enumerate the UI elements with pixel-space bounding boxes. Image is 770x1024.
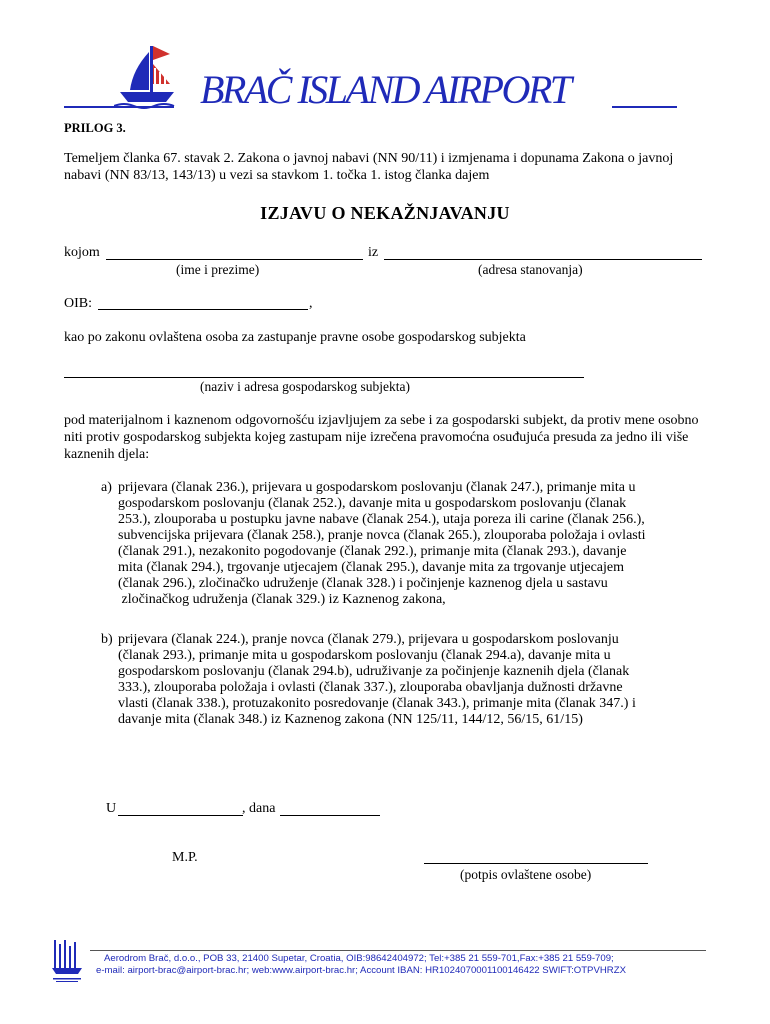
list-item-a	[118, 480, 718, 608]
header-rule-right	[612, 106, 677, 108]
place-input-line[interactable]	[118, 815, 243, 816]
list-item-a-line: gospodarskom poslovanju (članak 252.), davanje mita u gospodarskom poslovanju (članak	[118, 496, 627, 511]
list-item-b-line: prijevara (članak 224.), pranje novca (članak 279.), prijevara u gospodarskom poslovanju	[118, 632, 619, 647]
list-item-b	[118, 632, 718, 728]
airport-small-logo-icon	[50, 938, 84, 984]
place-label: U	[106, 801, 117, 816]
oib-input-line[interactable]	[98, 309, 308, 310]
list-item-a-line: zločinačkog udruženja (članak 329.) iz Kaznenog zakona,	[118, 592, 446, 607]
list-item-b-line: 333.), zlouporaba položaja i ovlasti (članak 337.), zlouporaba obavljanja dužnosti državne	[118, 680, 623, 695]
list-item-b-line: gospodarskom poslovanju (članak 294.b), udruživanje za počinjenje kaznenih djela (članak	[118, 664, 630, 679]
list-item-a-line: (članak 291.), nezakonito pogodovanje (članak 292.), primanje mita (članak 293.), davanje	[118, 544, 627, 559]
declaration-paragraph: pod materijalnom i kaznenom odgovornošću izjavljujem za sebe i za gospodarski subjekt, da protiv mene osobno niti protiv gospodarskog subjekta kojeg zastupam nije izrečena pravomoćna osuđujuća presuda za jedno ili više kaznenih djela:	[64, 413, 699, 462]
oib-label: OIB:	[64, 296, 92, 311]
footer-address: Aerodrom Brač, d.o.o., POB 33, 21400 Supetar, Croatia, OIB:98642404972; Tel:+385 21 559-701,Fax:+385 21 559-709;	[104, 953, 614, 964]
list-item-a-line: prijevara (članak 236.), prijevara u gospodarskom poslovanju (članak 247.), primanje mita u	[118, 480, 636, 495]
list-item-a-line: 253.), zlouporaba u postupku javne nabave (članak 254.), utaja poreza ili carine (članak 256.),	[118, 512, 645, 527]
list-item-a-line: (članak 296.), zločinačko udruženje (članak 328.) i počinjenje kaznenog djela u sastavu	[118, 576, 608, 591]
iz-label: iz	[368, 245, 379, 260]
date-input-line[interactable]	[280, 815, 380, 816]
kojom-label: kojom	[64, 245, 100, 260]
footer-rule	[90, 950, 706, 951]
list-item-a-line: mita (članak 294.), trgovanje utjecajem (članak 295.), davanje mita za trgovanje utjecajem	[118, 560, 624, 575]
list-marker-a: a)	[101, 480, 112, 495]
header-rule-left	[64, 106, 174, 108]
list-item-b-line: (članak 293.), primanje mita u gospodarskom poslovanju (članak 294.a), davanje mita u	[118, 648, 611, 663]
name-caption: (ime i prezime)	[176, 262, 260, 277]
footer-contact: e-mail: airport-brac@airport-brac.hr; web:www.airport-brac.hr; Account IBAN: HR1024070001100146422 SWIFT:OTPVHRZX	[96, 965, 626, 976]
representative-text: kao po zakonu ovlaštena osoba za zastupanje pravne osobe gospodarskog subjekta	[64, 330, 526, 345]
signature-caption: (potpis ovlaštene osobe)	[460, 867, 592, 882]
list-item-a-line: subvencijska prijevara (članak 258.), pranje novca (članak 265.), zlouporaba položaja i ovlasti	[118, 528, 646, 543]
oib-suffix: ,	[309, 296, 313, 311]
date-label: , dana	[242, 801, 276, 816]
sailboat-logo-icon	[114, 42, 176, 110]
annex-label: PRILOG 3.	[64, 121, 126, 135]
stamp-label: M.P.	[172, 850, 198, 865]
signature-input-line[interactable]	[424, 863, 648, 864]
entity-input-line[interactable]	[64, 377, 584, 378]
brand-name: BRAČ ISLAND AIRPORT	[200, 67, 570, 112]
list-item-b-line: davanje mita (članak 348.) iz Kaznenog zakona (NN 125/11, 144/12, 56/15, 61/15)	[118, 712, 583, 727]
list-item-b-line: vlasti (članak 338.), protuzakonito posredovanje (članak 343.), primanje mita (članak 347.) i	[118, 696, 636, 711]
intro-paragraph: Temeljem članka 67. stavak 2. Zakona o javnoj nabavi (NN 90/11) i izmjenama i dopunama Zakona o javnoj nabavi (NN 83/13, 143/13) u vezi sa stavkom 1. točka 1. istog članka dajem	[64, 151, 674, 183]
list-marker-b: b)	[101, 632, 113, 647]
address-caption: (adresa stanovanja)	[478, 262, 583, 277]
name-input-line[interactable]	[106, 259, 363, 260]
document-title: IZJAVU O NEKAŽNJAVANJU	[260, 203, 510, 223]
address-input-line[interactable]	[384, 259, 702, 260]
entity-caption: (naziv i adresa gospodarskog subjekta)	[200, 379, 410, 394]
